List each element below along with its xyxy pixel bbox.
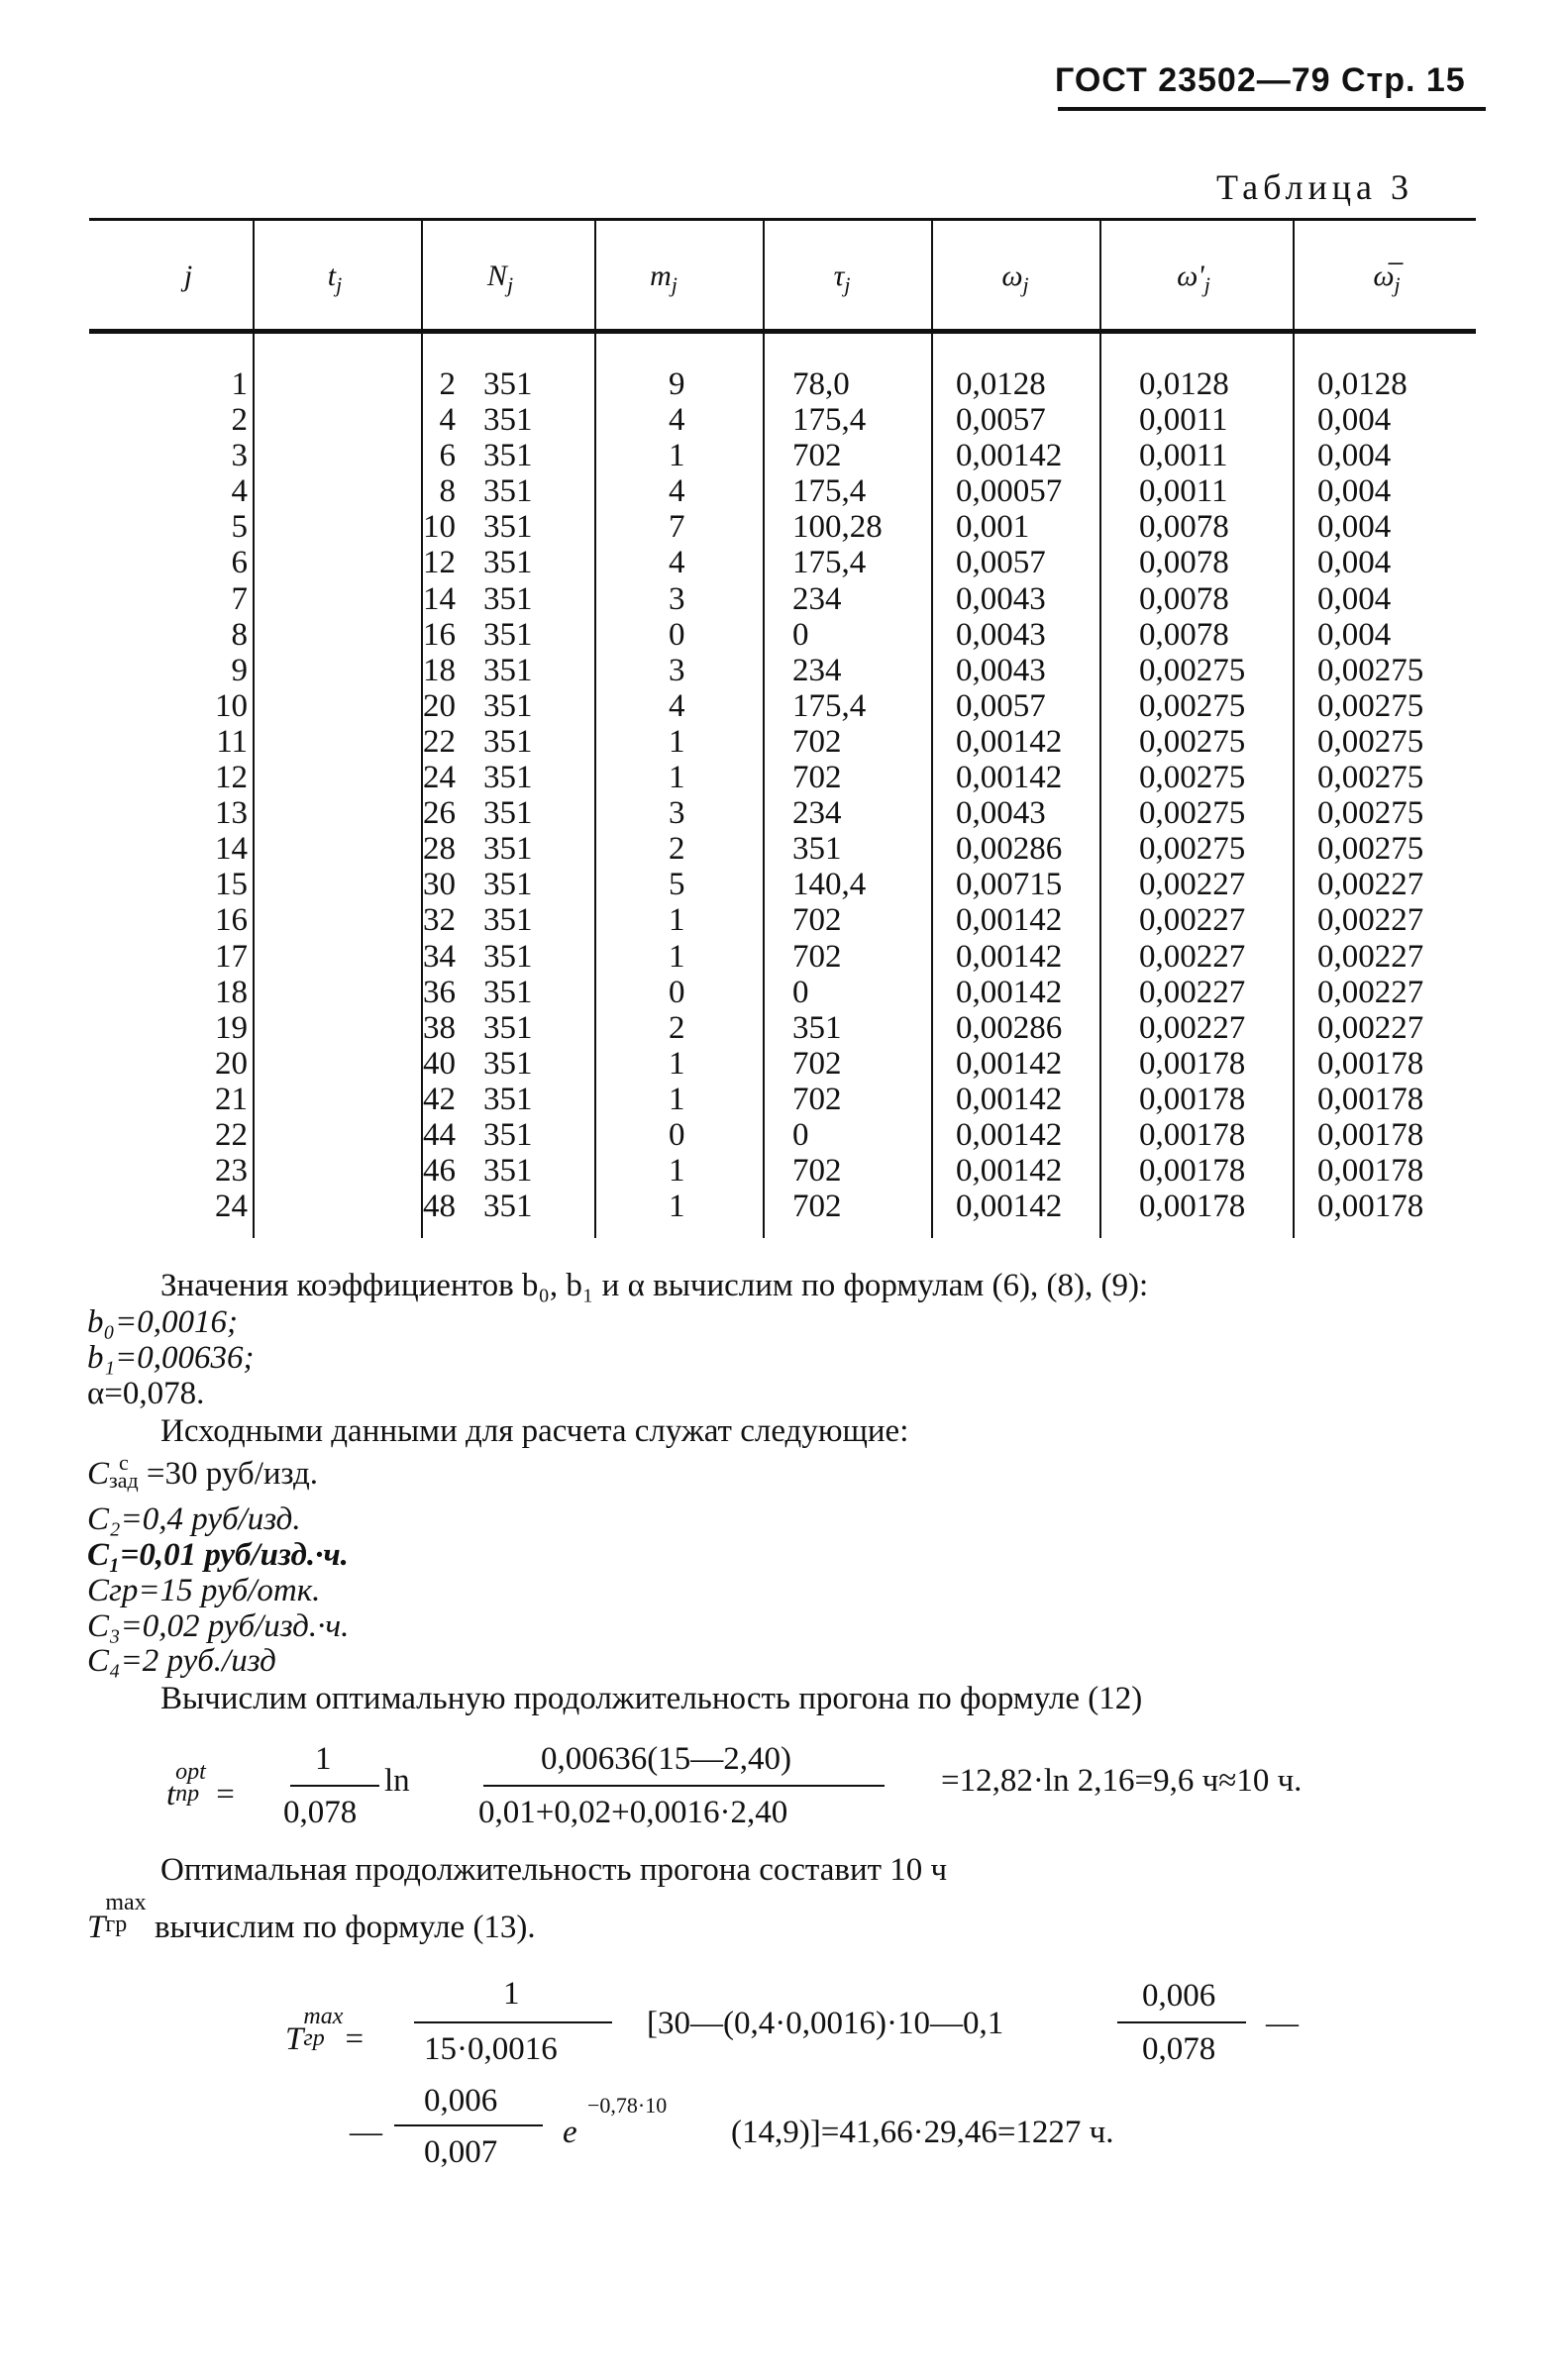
table-header-rule (89, 329, 1476, 334)
table-cell: 351 (792, 1009, 842, 1046)
table-cell: 0,0078 (1139, 580, 1229, 617)
table-cell: 0,00286 (956, 1009, 1063, 1046)
formula1-den1: 0,078 (283, 1795, 358, 1830)
column-j (149, 366, 248, 1224)
table-cell: 20 (215, 1045, 248, 1082)
header-t: $t_j$ (327, 259, 343, 297)
table-cell: 234 (792, 652, 842, 688)
table-cell: 0,00275 (1317, 831, 1424, 868)
table-cell: 22 (215, 1116, 248, 1153)
table-cell: 0 (669, 1116, 685, 1153)
table-cell: 1 (669, 723, 685, 760)
table-cell: 351 (483, 402, 533, 439)
table-cell: 351 (483, 509, 533, 546)
table-cell: 0,00275 (1139, 723, 1246, 760)
header-omega-bar: $\omega̅_j$ (1373, 259, 1401, 297)
table-cell: 0,00142 (956, 723, 1063, 760)
table-cell: 0,0078 (1139, 545, 1229, 581)
table-cell: 0,00227 (1317, 938, 1424, 975)
table-cell: 17 (215, 938, 248, 975)
table-cell: 2 (439, 366, 456, 402)
table-cell: 0,0011 (1139, 402, 1228, 439)
formula-tgr-max (87, 1976, 1474, 2204)
table-cell: 0,00275 (1139, 760, 1246, 796)
column-omega-bar (1317, 366, 1476, 1224)
value-b0: b₀=0,0016; (87, 1304, 238, 1340)
table-cell: 0,004 (1317, 580, 1392, 617)
table-cell: 6 (439, 438, 456, 474)
table-cell: 18 (215, 974, 248, 1010)
table-cell: 351 (483, 1009, 533, 1046)
table-cell: 34 (423, 938, 456, 975)
table-cell: 26 (423, 795, 456, 832)
table-cell: 351 (483, 438, 533, 474)
table-cell: 0,0011 (1139, 438, 1228, 474)
table-cell: 0,00275 (1139, 687, 1246, 724)
table-cell: 44 (423, 1116, 456, 1153)
table-cell: 6 (231, 545, 248, 581)
table-cell: 351 (483, 473, 533, 510)
table-cell: 9 (669, 366, 685, 402)
value-b1: b₁=0,00636; (87, 1340, 255, 1376)
table-cell: 46 (423, 1153, 456, 1190)
table-cell: 0,00227 (1317, 867, 1424, 903)
paragraph-optimal-result: Оптимальная продолжительность прогона составит 10 ч (160, 1852, 948, 1888)
table-cell: 351 (483, 580, 533, 617)
table-cell: 0,00275 (1139, 831, 1246, 868)
table-cell: 0,00227 (1139, 938, 1246, 975)
header-m: $m_j$ (650, 259, 678, 297)
table-cell: 3 (669, 652, 685, 688)
table-cell: 0,00142 (956, 1045, 1063, 1082)
table-cell: 9 (231, 652, 248, 688)
table-cell: 10 (215, 687, 248, 724)
table-cell: 12 (423, 545, 456, 581)
table-cell: 0,00142 (956, 974, 1063, 1010)
table-cell: 38 (423, 1009, 456, 1046)
table-cell: 175,4 (792, 545, 867, 581)
table-cell: 18 (423, 652, 456, 688)
column-omega-prime (1139, 366, 1337, 1224)
table-cell: 24 (215, 1189, 248, 1225)
table-cell: 0,004 (1317, 473, 1392, 510)
table-cell: 351 (483, 1153, 533, 1190)
table-cell: 5 (669, 867, 685, 903)
table-cell: 12 (215, 760, 248, 796)
table-cell: 140,4 (792, 867, 867, 903)
table-cell: 0,00142 (956, 1116, 1063, 1153)
table-cell: 0,0078 (1139, 509, 1229, 546)
table-cell: 0,00178 (1317, 1116, 1424, 1153)
table-cell: 351 (483, 1116, 533, 1153)
table-cell: 0 (792, 1116, 809, 1153)
table-cell: 0 (669, 616, 685, 653)
table-cell: 0,004 (1317, 509, 1392, 546)
table-cell: 5 (231, 509, 248, 546)
formula1-lhs: topt пр = (166, 1759, 237, 1812)
table-cell: 351 (483, 1081, 533, 1117)
table-cell: 23 (215, 1153, 248, 1190)
table-cell: 1 (669, 1153, 685, 1190)
table-cell: 8 (439, 473, 456, 510)
table-cell: 702 (792, 1081, 842, 1117)
table-cell: 0,00275 (1317, 760, 1424, 796)
table-cell: 0,00178 (1317, 1189, 1424, 1225)
table-cell: 0,00275 (1139, 795, 1246, 832)
table-cell: 0,00142 (956, 1189, 1063, 1225)
header-j: j (183, 259, 193, 292)
table-cell: 16 (423, 616, 456, 653)
table-cell: 1 (669, 438, 685, 474)
table-cell: 3 (669, 580, 685, 617)
frac-line (290, 1785, 379, 1787)
frac-line (414, 2021, 612, 2023)
table-cell: 351 (483, 795, 533, 832)
table-cell: 0 (669, 974, 685, 1010)
table-cell: 175,4 (792, 402, 867, 439)
table-cell: 351 (483, 902, 533, 939)
table-cell: 351 (483, 616, 533, 653)
table-cell: 0,00275 (1317, 723, 1424, 760)
table-cell: 14 (215, 831, 248, 868)
formula1-num2: 0,00636(15—2,40) (541, 1741, 791, 1777)
table-cell: 351 (483, 760, 533, 796)
table-cell: 0,0043 (956, 616, 1046, 653)
table-cell: 0,0057 (956, 402, 1046, 439)
table-cell: 0,004 (1317, 616, 1392, 653)
value-c2: C₂=0,4 руб/изд. (87, 1501, 301, 1537)
table-cell: 0,00275 (1317, 687, 1424, 724)
table-cell: 0,00178 (1317, 1153, 1424, 1190)
table-cell: 175,4 (792, 473, 867, 510)
page-header: ГОСТ 23502—79 Стр. 15 (1055, 61, 1466, 99)
formula2-num3: 0,006 (424, 2083, 498, 2119)
table-cell: 0,00142 (956, 938, 1063, 975)
table-cell: 0,0128 (956, 366, 1046, 402)
value-c3: C₃=0,02 руб/изд.·ч. (87, 1608, 350, 1644)
formula2-den1: 15·0,0016 (424, 2031, 558, 2067)
column-m (669, 366, 728, 1224)
table-cell: 0,00142 (956, 1153, 1063, 1190)
data-table (89, 218, 1476, 1243)
table-cell: 351 (483, 831, 533, 868)
formula2-den2: 0,078 (1142, 2031, 1216, 2067)
table-cell: 19 (215, 1009, 248, 1046)
table-cell: 42 (423, 1081, 456, 1117)
table-cell: 702 (792, 1153, 842, 1190)
table-cell: 1 (669, 1081, 685, 1117)
table-cell: 16 (215, 902, 248, 939)
table-cell: 0,00275 (1317, 652, 1424, 688)
table-caption: Таблица 3 (1216, 167, 1413, 207)
formula2-result: (14,9)]=41,66·29,46=1227 ч. (731, 2115, 1114, 2150)
table-cell: 0,0043 (956, 580, 1046, 617)
table-cell: 13 (215, 795, 248, 832)
paragraph-optimal-duration: Вычислим оптимальную продолжительность прогона по формуле (12) (160, 1681, 1143, 1716)
formula2-minus: — (1266, 2006, 1299, 2041)
formula2-num1: 1 (503, 1976, 520, 2012)
table-cell: 0 (792, 616, 809, 653)
formula2-num2: 0,006 (1142, 1978, 1216, 2014)
paragraph-input-data: Исходными данными для расчета служат следующие: (160, 1413, 909, 1449)
table-cell: 30 (423, 867, 456, 903)
table-cell: 3 (231, 438, 248, 474)
table-cell: 351 (483, 974, 533, 1010)
table-cell: 36 (423, 974, 456, 1010)
table-cell: 351 (483, 366, 533, 402)
table-cell: 351 (483, 938, 533, 975)
table-cell: 0,00178 (1139, 1045, 1246, 1082)
value-c-zad: C с зад =30 руб/изд. (87, 1450, 319, 1493)
table-cell: 0,00227 (1317, 974, 1424, 1010)
formula-optimal-duration (87, 1741, 1474, 1850)
table-cell: 0,00178 (1317, 1045, 1424, 1082)
table-cell: 11 (216, 723, 248, 760)
paragraph-tgr-max: Tmax гр вычислим по формуле (13). (87, 1890, 536, 1945)
formula1-result: =12,82·ln 2,16=9,6 ч≈10 ч. (941, 1763, 1303, 1799)
table-cell: 22 (423, 723, 456, 760)
table-cell: 0,00178 (1139, 1081, 1246, 1117)
table-cell: 702 (792, 438, 842, 474)
table-cell: 3 (669, 795, 685, 832)
table-cell: 0,0057 (956, 687, 1046, 724)
table-cell: 351 (483, 867, 533, 903)
table-cell: 702 (792, 902, 842, 939)
table-cell: 702 (792, 1045, 842, 1082)
table-cell: 0,0128 (1317, 366, 1408, 402)
table-cell: 100,28 (792, 509, 883, 546)
formula2-den3: 0,007 (424, 2134, 498, 2170)
col-divider (763, 218, 765, 1238)
table-cell: 351 (483, 723, 533, 760)
table-cell: 234 (792, 795, 842, 832)
table-cell: 0,00227 (1139, 974, 1246, 1010)
table-cell: 351 (792, 831, 842, 868)
value-c4: C₄=2 руб./изд (87, 1643, 276, 1679)
table-cell: 0,00227 (1317, 1009, 1424, 1046)
table-cell: 10 (423, 509, 456, 546)
frac-line (394, 2124, 543, 2126)
table-cell: 0,0128 (1139, 366, 1229, 402)
table-cell: 8 (231, 616, 248, 653)
table-cell: 0,00142 (956, 438, 1063, 474)
table-cell: 0,00275 (1317, 795, 1424, 832)
column-omega (956, 366, 1154, 1224)
table-cell: 0,001 (956, 509, 1030, 546)
table-cell: 0,0043 (956, 652, 1046, 688)
table-cell: 0,00227 (1139, 867, 1246, 903)
table-cell: 0,00142 (956, 902, 1063, 939)
formula2-minus2: — (350, 2115, 382, 2150)
table-cell: 702 (792, 1189, 842, 1225)
formula2-lhs: Tmax гр = (285, 2004, 365, 2057)
table-cell: 351 (483, 1189, 533, 1225)
table-cell: 4 (669, 402, 685, 439)
table-cell: 702 (792, 723, 842, 760)
header-tau: $\tau_j$ (833, 259, 851, 297)
table-cell: 7 (231, 580, 248, 617)
table-cell: 0,00142 (956, 760, 1063, 796)
table-cell: 4 (669, 687, 685, 724)
formula2-mid: [30—(0,4·0,0016)·10—0,1 (647, 2006, 1004, 2041)
table-cell: 0,00178 (1139, 1116, 1246, 1153)
table-cell: 21 (215, 1081, 248, 1117)
table-cell: 234 (792, 580, 842, 617)
table-cell: 1 (669, 760, 685, 796)
header-omega-prime: $\omega'_j$ (1177, 259, 1210, 297)
formula2-exponent: −0,78·10 (587, 2093, 668, 2118)
table-cell: 7 (669, 509, 685, 546)
table-cell: 0,00178 (1139, 1189, 1246, 1225)
table-cell: 4 (231, 473, 248, 510)
table-cell: 175,4 (792, 687, 867, 724)
table-cell: 0,00178 (1317, 1081, 1424, 1117)
column-t (307, 366, 456, 1224)
table-cell: 14 (423, 580, 456, 617)
formula1-num1: 1 (315, 1741, 332, 1777)
formula1-den2: 0,01+0,02+0,0016·2,40 (478, 1795, 788, 1830)
table-cell: 0 (792, 974, 809, 1010)
value-alpha: α=0,078. (87, 1376, 205, 1411)
formula1-ln: ln (384, 1763, 410, 1799)
paragraph-coefficients: Значения коэффициентов b₀, b₁ и α вычислим по формулам (6), (8), (9): (160, 1268, 1149, 1303)
table-cell: 0,00227 (1139, 902, 1246, 939)
table-cell: 0,004 (1317, 545, 1392, 581)
table-cell: 351 (483, 545, 533, 581)
header-N: $N_j$ (486, 259, 514, 297)
table-cell: 351 (483, 687, 533, 724)
table-cell: 702 (792, 760, 842, 796)
table-cell: 0,00275 (1139, 652, 1246, 688)
table-cell: 1 (669, 902, 685, 939)
table-cell: 48 (423, 1189, 456, 1225)
value-c1: C₁=0,01 руб/изд.·ч. (87, 1537, 349, 1573)
table-cell: 0,004 (1317, 402, 1392, 439)
table-cell: 2 (669, 1009, 685, 1046)
table-cell: 4 (669, 545, 685, 581)
table-cell: 351 (483, 652, 533, 688)
table-cell: 0,0078 (1139, 616, 1229, 653)
table-cell: 4 (439, 402, 456, 439)
table-cell: 0,004 (1317, 438, 1392, 474)
table-cell: 24 (423, 760, 456, 796)
table-cell: 28 (423, 831, 456, 868)
table-top-rule (89, 218, 1476, 221)
table-cell: 1 (669, 1189, 685, 1225)
table-cell: 0,00227 (1139, 1009, 1246, 1046)
table-cell: 32 (423, 902, 456, 939)
table-cell: 2 (231, 402, 248, 439)
table-cell: 0,00227 (1317, 902, 1424, 939)
table-cell: 1 (231, 366, 248, 402)
frac-line (483, 1785, 885, 1787)
table-cell: 1 (669, 1045, 685, 1082)
table-cell: 78,0 (792, 366, 850, 402)
table-cell: 0,0011 (1139, 473, 1228, 510)
table-cell: 4 (669, 473, 685, 510)
header-omega: $\omega_j$ (1001, 259, 1029, 297)
table-cell: 702 (792, 938, 842, 975)
col-divider (253, 218, 255, 1238)
table-cell: 0,00057 (956, 473, 1063, 510)
table-cell: 1 (669, 938, 685, 975)
table-cell: 0,00178 (1139, 1153, 1246, 1190)
header-rule (1058, 107, 1486, 111)
value-cgr: Cгр=15 руб/отк. (87, 1573, 321, 1608)
table-cell: 0,00286 (956, 831, 1063, 868)
table-cell: 40 (423, 1045, 456, 1082)
frac-line (1117, 2021, 1246, 2023)
table-cell: 0,00142 (956, 1081, 1063, 1117)
table-cell: 351 (483, 1045, 533, 1082)
table-cell: 20 (423, 687, 456, 724)
table-cell: 2 (669, 831, 685, 868)
table-cell: 0,0057 (956, 545, 1046, 581)
formula2-e: e (563, 2115, 577, 2150)
table-cell: 0,0043 (956, 795, 1046, 832)
table-cell: 0,00715 (956, 867, 1063, 903)
column-N (483, 366, 602, 1224)
table-cell: 15 (215, 867, 248, 903)
